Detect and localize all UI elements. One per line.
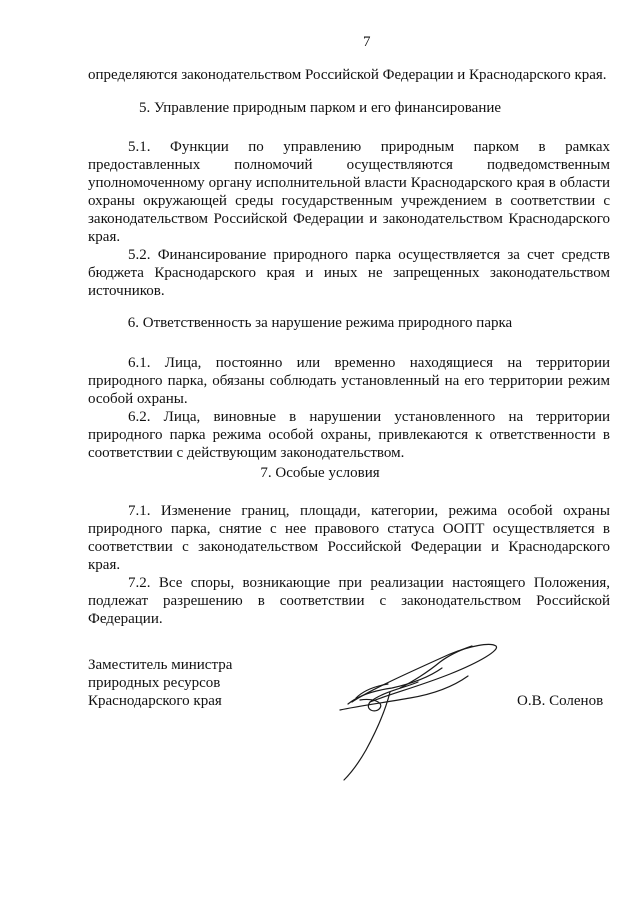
paragraph-6-1-line: природного парка, обязаны соблюдать установленный на его территории режим bbox=[88, 373, 610, 389]
paragraph-5-1-line: предоставленных полномочий осуществляются подведомственным bbox=[88, 157, 610, 173]
paragraph-5-1-line: охраны окружающей среды государственным учреждением в соответствии с bbox=[88, 193, 610, 209]
paragraph-5-1-line: уполномоченному органу исполнительной власти Краснодарского края в области bbox=[88, 175, 610, 191]
paragraph-7-2-line: подлежат разрешению в соответствии с законодательством Российской bbox=[88, 593, 610, 609]
paragraph-5-2-line: 5.2. Финансирование природного парка осуществляется за счет средств bbox=[128, 247, 610, 263]
paragraph-7-1-line: края. bbox=[88, 557, 121, 573]
paragraph-7-2-line: Федерации. bbox=[88, 611, 163, 627]
section-7-heading: 7. Особые условия bbox=[260, 465, 380, 481]
paragraph-5-2-line: бюджета Краснодарского края и иных не запрещенных законодательством bbox=[88, 265, 610, 281]
paragraph-7-2-line: 7.2. Все споры, возникающие при реализации настоящего Положения, bbox=[128, 575, 610, 591]
paragraph-6-2-line: 6.2. Лица, виновные в нарушении установленного на территории bbox=[128, 409, 610, 425]
signatory-title-line: природных ресурсов bbox=[88, 675, 221, 691]
paragraph-6-2-line: природного парка режима особой охраны, привлекаются к ответственности в bbox=[88, 427, 610, 443]
paragraph-7-1-line: 7.1. Изменение границ, площади, категории, режима особой охраны bbox=[128, 503, 610, 519]
paragraph-5-1-line: 5.1. Функции по управлению природным парком в рамках bbox=[128, 139, 610, 155]
signatory-title-line: Краснодарского края bbox=[88, 693, 222, 709]
intro-line: определяются законодательством Российской Федерации и Краснодарского края. bbox=[88, 67, 607, 83]
paragraph-6-1-line: особой охраны. bbox=[88, 391, 188, 407]
section-5-heading: 5. Управление природным парком и его финансирование bbox=[138, 100, 502, 116]
paragraph-5-1-line: законодательством Российской Федерации и законодательством Краснодарского bbox=[88, 211, 610, 227]
paragraph-5-1-line: края. bbox=[88, 229, 121, 245]
paragraph-7-1-line: природного парка, снятие с нее правового статуса ООПТ осуществляется в bbox=[88, 521, 610, 537]
handwritten-signature bbox=[300, 632, 520, 792]
paragraph-5-2-line: источников. bbox=[88, 283, 165, 299]
signatory-title-line: Заместитель министра bbox=[88, 657, 233, 673]
paragraph-6-2-line: соответствии с действующим законодательством. bbox=[88, 445, 405, 461]
signatory-name: О.В. Соленов bbox=[517, 693, 604, 709]
page-number: 7 bbox=[363, 34, 371, 50]
section-6-heading: 6. Ответственность за нарушение режима природного парка bbox=[127, 315, 513, 331]
paragraph-7-1-line: соответствии с законодательством Российской Федерации и Краснодарского bbox=[88, 539, 610, 555]
paragraph-6-1-line: 6.1. Лица, постоянно или временно находящиеся на территории bbox=[128, 355, 610, 371]
